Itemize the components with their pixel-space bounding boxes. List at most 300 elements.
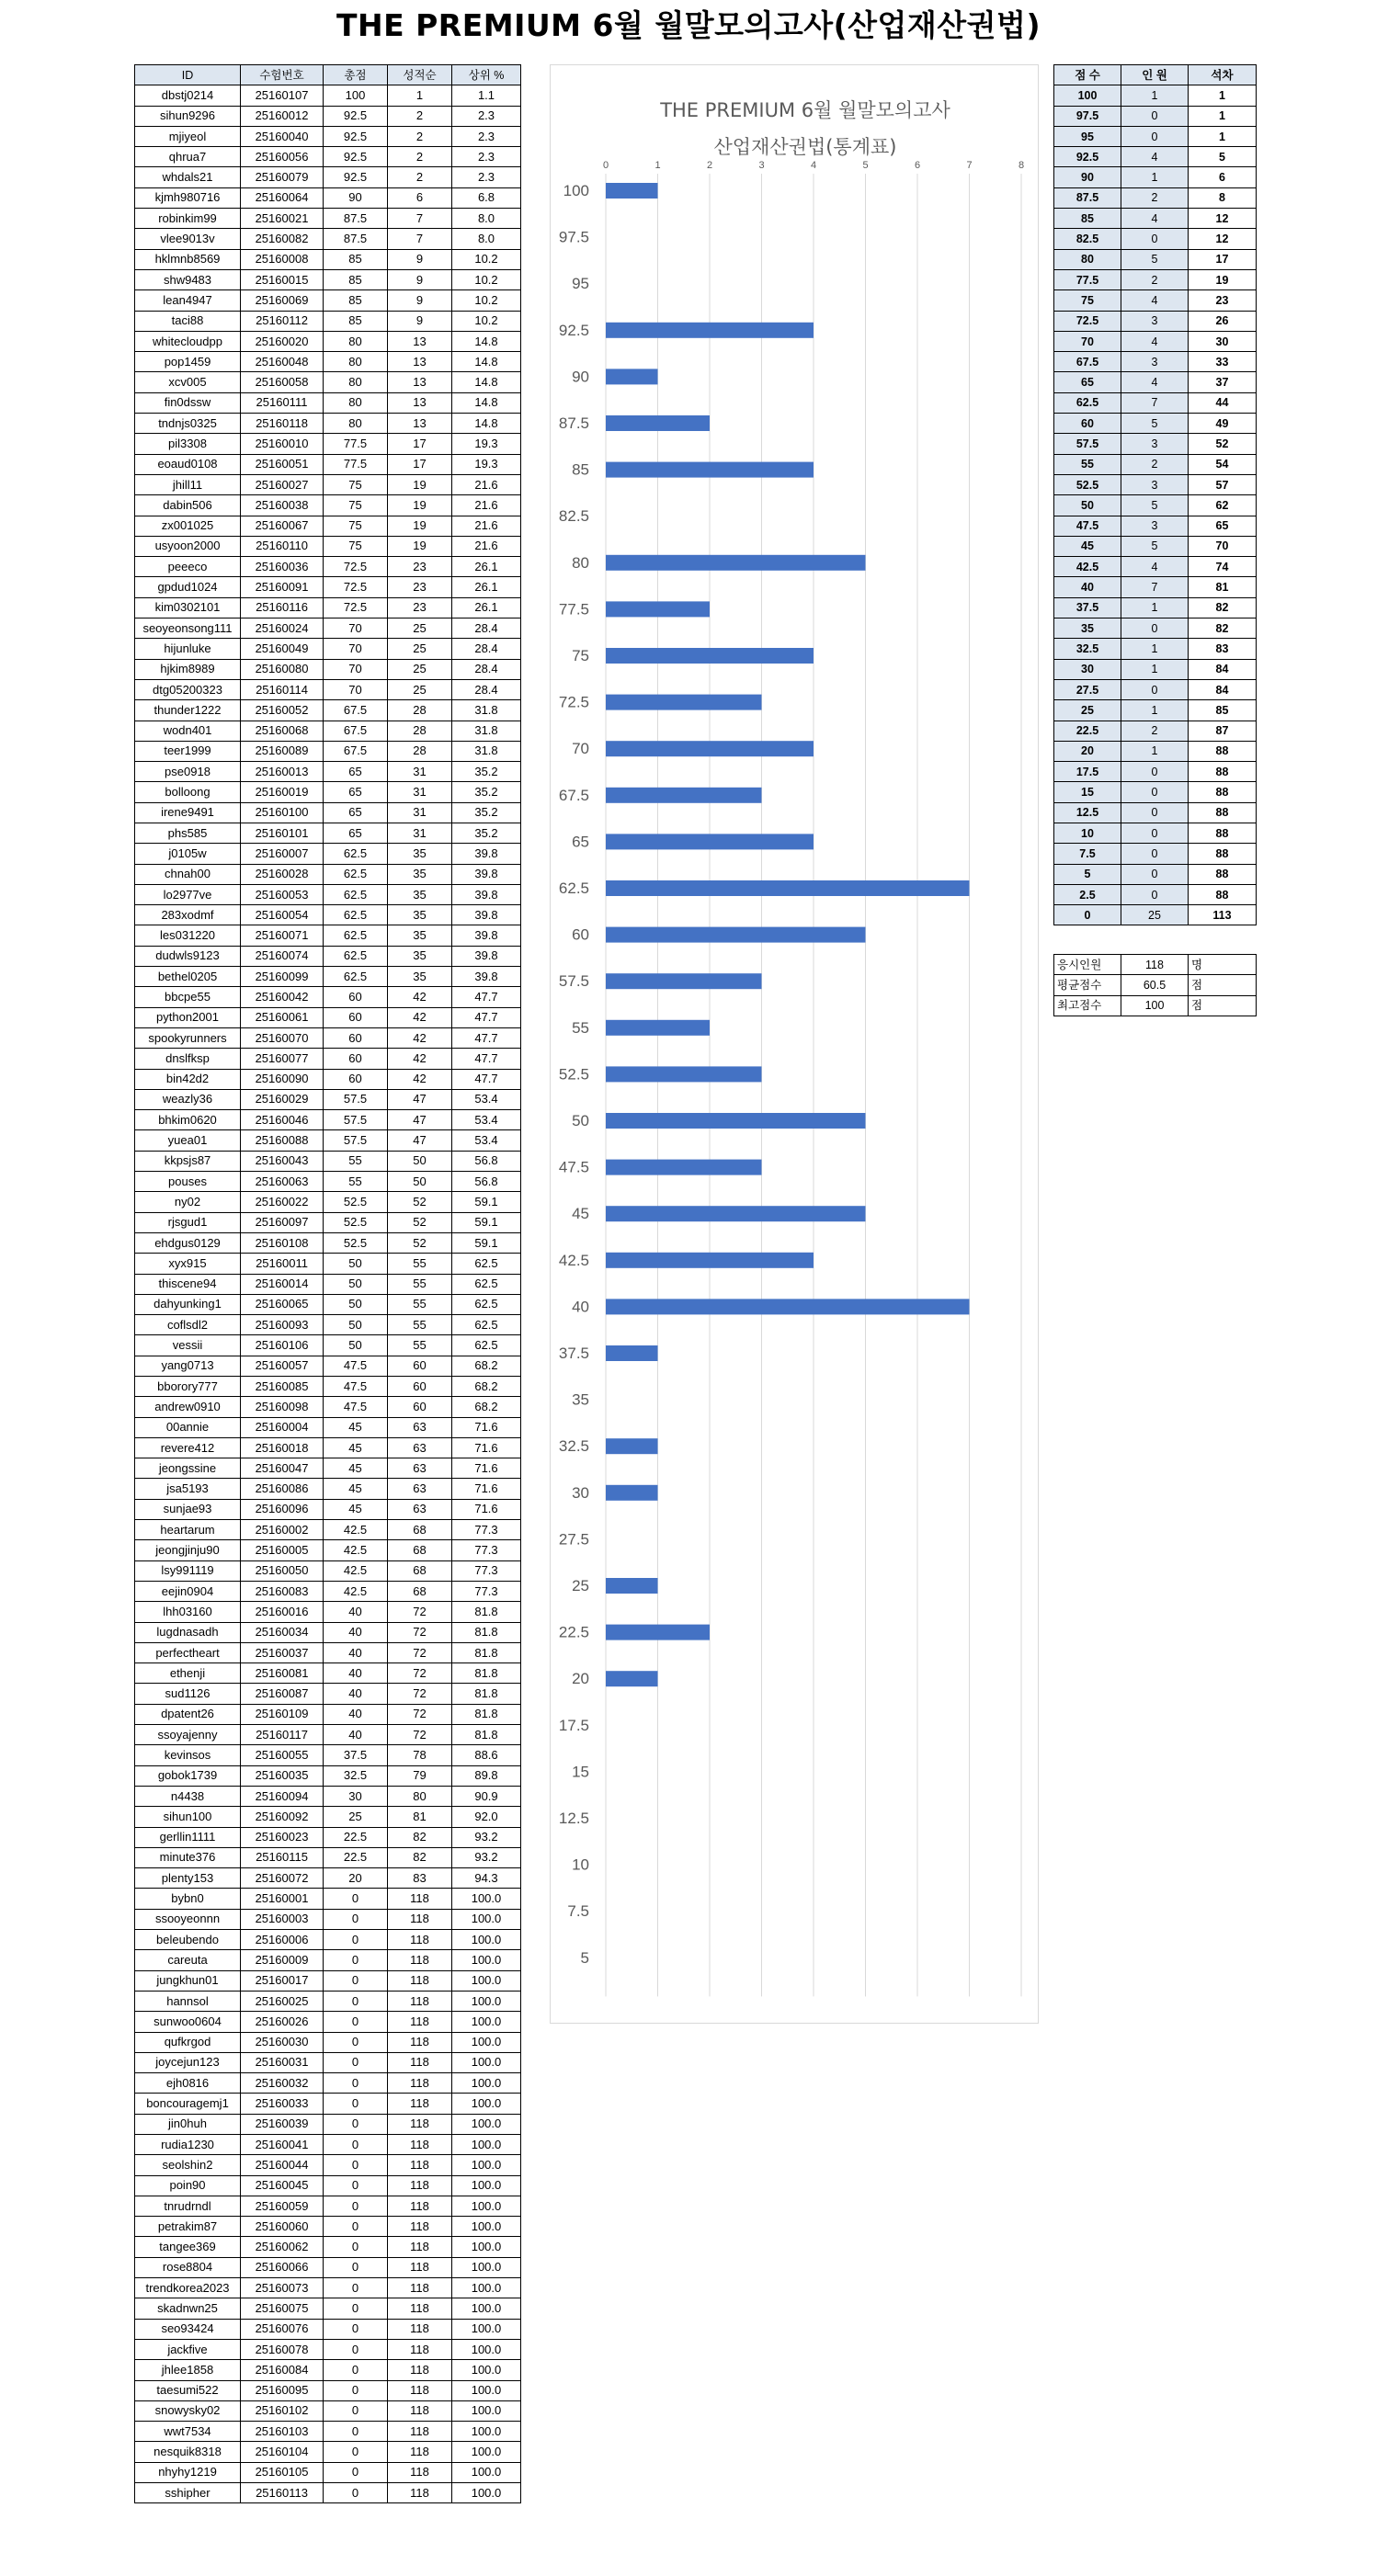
cell-rank: 19 [388,516,452,536]
stats-row [1054,372,1257,392]
chart-gridlines [606,174,1021,1996]
cell-top-percent: 56.8 [452,1172,521,1192]
cell-total-score: 80 [324,372,388,392]
cell-top-percent: 10.2 [452,269,521,289]
table-row [135,454,521,474]
table-row [135,495,521,516]
chart-x-tick-label: 2 [706,160,713,171]
stats-cell-count: 2 [1121,721,1189,741]
cell-total-score: 92.5 [324,167,388,187]
table-row [135,2360,521,2380]
chart-x-tick-label: 3 [758,160,765,171]
stats-row [1054,536,1257,556]
chart-bar [606,601,710,617]
stats-row [1054,495,1257,516]
cell-top-percent: 53.4 [452,1110,521,1130]
table-row [135,290,521,311]
cell-id: jin0huh [135,2114,241,2134]
cell-rank: 82 [388,1827,452,1847]
cell-total-score: 72.5 [324,597,388,618]
cell-total-score: 85 [324,311,388,331]
table-row [135,1581,521,1601]
cell-total-score: 42.5 [324,1520,388,1540]
cell-top-percent: 100.0 [452,2339,521,2359]
cell-id: bethel0205 [135,967,241,987]
cell-total-score: 52.5 [324,1212,388,1232]
table-row [135,85,521,106]
stats-cell-cumulative-rank: 65 [1189,516,1257,536]
chart-y-tick-label: 55 [572,1018,589,1037]
cell-exam-number: 25160048 [241,352,324,372]
table-row [135,2257,521,2277]
cell-exam-number: 25160065 [241,1294,324,1314]
cell-exam-number: 25160070 [241,1027,324,1048]
cell-total-score: 85 [324,290,388,311]
cell-total-score: 60 [324,1069,388,1089]
table-row [135,1540,521,1560]
cell-total-score: 62.5 [324,905,388,925]
stats-cell-cumulative-rank: 5 [1189,147,1257,167]
cell-top-percent: 62.5 [452,1294,521,1314]
cell-rank: 78 [388,1745,452,1765]
table-row [135,2032,521,2052]
cell-top-percent: 56.8 [452,1151,521,1171]
cell-exam-number: 25160020 [241,331,324,351]
stats-row [1054,864,1257,884]
stats-cell-count: 2 [1121,269,1189,289]
cell-rank: 55 [388,1335,452,1356]
stats-cell-score: 35 [1054,618,1121,639]
cell-total-score: 65 [324,802,388,823]
cell-rank: 118 [388,2400,452,2421]
cell-total-score: 60 [324,987,388,1007]
stats-cell-score: 67.5 [1054,352,1121,372]
cell-total-score: 70 [324,618,388,639]
cell-id: boncouragemj1 [135,2094,241,2114]
cell-exam-number: 25160115 [241,1847,324,1867]
cell-top-percent: 21.6 [452,495,521,516]
stats-cell-cumulative-rank: 88 [1189,823,1257,843]
cell-id: xcv005 [135,372,241,392]
cell-top-percent: 2.3 [452,167,521,187]
stats-cell-count: 3 [1121,352,1189,372]
stats-cell-cumulative-rank: 26 [1189,311,1257,331]
cell-total-score: 50 [324,1335,388,1356]
cell-top-percent: 100.0 [452,2237,521,2257]
stats-row [1054,516,1257,536]
cell-total-score: 62.5 [324,946,388,966]
stats-cell-count: 0 [1121,844,1189,864]
cell-top-percent: 81.8 [452,1663,521,1684]
stats-cell-cumulative-rank: 12 [1189,209,1257,229]
cell-id: sunjae93 [135,1499,241,1519]
stats-cell-cumulative-rank: 88 [1189,782,1257,802]
table-row [135,1950,521,1970]
stats-row [1054,434,1257,454]
cell-top-percent: 35.2 [452,802,521,823]
stats-cell-count: 5 [1121,536,1189,556]
stats-cell-cumulative-rank: 81 [1189,577,1257,597]
table-row [135,167,521,187]
stats-cell-count: 1 [1121,741,1189,761]
stats-cell-score: 15 [1054,782,1121,802]
cell-id: lhh03160 [135,1602,241,1622]
cell-rank: 72 [388,1704,452,1724]
table-row [135,2319,521,2339]
cell-rank: 118 [388,2483,452,2503]
chart-y-tick-label: 12.5 [558,1810,589,1827]
table-row [135,1622,521,1642]
stats-row [1054,700,1257,721]
stats-row [1054,352,1257,372]
cell-top-percent: 100.0 [452,2073,521,2094]
stats-cell-cumulative-rank: 62 [1189,495,1257,516]
cell-id: bolloong [135,782,241,802]
cell-exam-number: 25160008 [241,249,324,269]
cell-total-score: 80 [324,392,388,413]
cell-total-score: 40 [324,1602,388,1622]
table-row [135,1663,521,1684]
stats-cell-cumulative-rank: 44 [1189,392,1257,413]
table-row [135,618,521,639]
stats-cell-score: 62.5 [1054,392,1121,413]
table-row [135,2094,521,2114]
cell-rank: 118 [388,2257,452,2277]
cell-top-percent: 100.0 [452,1889,521,1909]
stats-cell-count: 7 [1121,392,1189,413]
table-row [135,741,521,761]
cell-rank: 118 [388,2012,452,2032]
cell-exam-number: 25160089 [241,741,324,761]
cell-rank: 118 [388,2175,452,2196]
stats-cell-count: 4 [1121,290,1189,311]
table-row [135,577,521,597]
cell-id: pil3308 [135,434,241,454]
cell-rank: 118 [388,2319,452,2339]
table-row [135,844,521,864]
cell-top-percent: 81.8 [452,1602,521,1622]
table-row [135,392,521,413]
cell-exam-number: 25160011 [241,1254,324,1274]
table-row [135,1745,521,1765]
cell-top-percent: 47.7 [452,1049,521,1069]
cell-exam-number: 25160053 [241,884,324,904]
cell-exam-number: 25160080 [241,659,324,679]
cell-exam-number: 25160003 [241,1909,324,1929]
cell-rank: 23 [388,577,452,597]
chart-x-tick-label: 6 [914,160,921,171]
table-row [135,1130,521,1151]
cell-exam-number: 25160116 [241,597,324,618]
cell-top-percent: 47.7 [452,1007,521,1027]
cell-exam-number: 25160052 [241,700,324,721]
cell-rank: 13 [388,331,452,351]
cell-id: sshipher [135,2483,241,2503]
stats-row [1054,618,1257,639]
stats-cell-cumulative-rank: 85 [1189,700,1257,721]
cell-rank: 60 [388,1397,452,1417]
cell-exam-number: 25160094 [241,1786,324,1806]
cell-id: weazly36 [135,1089,241,1109]
cell-total-score: 50 [324,1274,388,1294]
score-stats-table [1053,64,1257,925]
table-row [135,2052,521,2072]
chart-bar [606,1671,658,1686]
stats-row [1054,557,1257,577]
chart-y-tick-label: 42.5 [558,1251,589,1269]
cell-total-score: 75 [324,536,388,556]
stats-cell-cumulative-rank: 88 [1189,864,1257,884]
stats-cell-score: 2.5 [1054,884,1121,904]
table-row [135,1499,521,1519]
cell-total-score: 85 [324,269,388,289]
cell-top-percent: 28.4 [452,659,521,679]
cell-total-score: 40 [324,1663,388,1684]
cell-top-percent: 100.0 [452,1909,521,1929]
stats-row [1054,106,1257,126]
cell-exam-number: 25160114 [241,679,324,699]
chart-y-tick-label: 62.5 [558,879,589,897]
cell-rank: 35 [388,884,452,904]
cell-total-score: 42.5 [324,1560,388,1581]
cell-exam-number: 25160074 [241,946,324,966]
stats-row [1054,209,1257,229]
table-row [135,1089,521,1109]
cell-id: chnah00 [135,864,241,884]
cell-rank: 35 [388,967,452,987]
table-row [135,414,521,434]
cell-id: pop1459 [135,352,241,372]
summary-label: 응시인원 [1054,955,1121,975]
header-score: 점 수 [1054,65,1121,85]
chart-y-tick-label: 65 [572,833,589,851]
header-cumulative-rank: 석차 [1189,65,1257,85]
stats-row [1054,249,1257,269]
cell-id: eoaud0108 [135,454,241,474]
cell-rank: 35 [388,864,452,884]
stats-cell-count: 0 [1121,229,1189,249]
chart-canvas [551,65,1038,2023]
table-row [135,106,521,126]
stats-cell-count: 1 [1121,597,1189,618]
header-exam-number: 수험번호 [241,65,324,85]
cell-top-percent: 100.0 [452,2298,521,2319]
cell-top-percent: 39.8 [452,864,521,884]
stats-cell-score: 20 [1054,741,1121,761]
cell-top-percent: 100.0 [452,2114,521,2134]
cell-total-score: 92.5 [324,106,388,126]
chart-bar [606,1066,762,1082]
cell-rank: 35 [388,844,452,864]
cell-total-score: 47.5 [324,1397,388,1417]
cell-id: plenty153 [135,1868,241,1889]
cell-id: ehdgus0129 [135,1232,241,1253]
table-row [135,187,521,208]
table-row [135,1725,521,1745]
cell-total-score: 62.5 [324,844,388,864]
cell-rank: 19 [388,495,452,516]
table-row [135,2073,521,2094]
cell-exam-number: 25160109 [241,1704,324,1724]
stats-cell-cumulative-rank: 57 [1189,474,1257,494]
cell-rank: 118 [388,2094,452,2114]
chart-bar [606,555,866,571]
header-count: 인 원 [1121,65,1189,85]
cell-top-percent: 100.0 [452,2012,521,2032]
cell-total-score: 45 [324,1437,388,1458]
stats-cell-score: 0 [1054,905,1121,925]
table-row [135,1991,521,2011]
cell-exam-number: 25160117 [241,1725,324,1745]
stats-cell-cumulative-rank: 82 [1189,597,1257,618]
chart-y-tick-label: 70 [572,740,589,758]
cell-id: hjkim8989 [135,659,241,679]
cell-total-score: 80 [324,414,388,434]
cell-top-percent: 28.4 [452,679,521,699]
stats-cell-count: 3 [1121,434,1189,454]
cell-total-score: 45 [324,1479,388,1499]
table-row [135,269,521,289]
cell-top-percent: 39.8 [452,884,521,904]
stats-row [1054,905,1257,925]
cell-total-score: 0 [324,1991,388,2011]
cell-exam-number: 25160061 [241,1007,324,1027]
chart-y-tick-label: 30 [572,1483,589,1502]
cell-exam-number: 25160112 [241,311,324,331]
cell-id: careuta [135,1950,241,1970]
cell-id: zx001025 [135,516,241,536]
cell-rank: 63 [388,1458,452,1479]
table-row [135,925,521,946]
cell-id: whdals21 [135,167,241,187]
stats-cell-count: 1 [1121,659,1189,679]
cell-id: skadnwn25 [135,2298,241,2319]
cell-total-score: 37.5 [324,1745,388,1765]
stats-cell-count: 1 [1121,85,1189,106]
table-row [135,597,521,618]
chart-y-tick-label: 27.5 [558,1530,589,1549]
table-row [135,352,521,372]
cell-top-percent: 8.0 [452,229,521,249]
cell-id: 00annie [135,1417,241,1437]
cell-exam-number: 25160017 [241,1970,324,1991]
table-row [135,1520,521,1540]
table-row [135,1560,521,1581]
cell-top-percent: 31.8 [452,700,521,721]
table-row [135,2237,521,2257]
chart-bar [606,834,814,849]
stats-cell-cumulative-rank: 19 [1189,269,1257,289]
cell-top-percent: 77.3 [452,1581,521,1601]
chart-x-tick-label: 0 [602,160,609,171]
table-row [135,2278,521,2298]
cell-id: taesumi522 [135,2380,241,2400]
cell-top-percent: 100.0 [452,2217,521,2237]
cell-rank: 68 [388,1520,452,1540]
cell-exam-number: 25160022 [241,1192,324,1212]
stats-row [1054,762,1257,782]
cell-rank: 13 [388,372,452,392]
cell-exam-number: 25160077 [241,1049,324,1069]
table-row [135,1110,521,1130]
table-row [135,1437,521,1458]
chart-y-tick-label: 45 [572,1205,589,1223]
cell-top-percent: 39.8 [452,946,521,966]
table-row [135,1765,521,1786]
cell-top-percent: 100.0 [452,2196,521,2216]
cell-exam-number: 25160092 [241,1807,324,1827]
cell-exam-number: 25160021 [241,209,324,229]
cell-exam-number: 25160113 [241,2483,324,2503]
header-rank: 성적순 [388,65,452,85]
cell-id: dbstj0214 [135,85,241,106]
cell-id: bborory777 [135,1377,241,1397]
cell-id: kim0302101 [135,597,241,618]
cell-exam-number: 25160062 [241,2237,324,2257]
stats-cell-cumulative-rank: 84 [1189,659,1257,679]
cell-exam-number: 25160064 [241,187,324,208]
cell-total-score: 0 [324,2278,388,2298]
cell-rank: 9 [388,249,452,269]
cell-rank: 118 [388,2237,452,2257]
cell-exam-number: 25160104 [241,2442,324,2462]
cell-top-percent: 100.0 [452,2175,521,2196]
cell-exam-number: 25160030 [241,2032,324,2052]
chart-bar [606,927,866,943]
table-row [135,1027,521,1048]
cell-rank: 118 [388,2217,452,2237]
cell-total-score: 0 [324,2134,388,2154]
cell-exam-number: 25160063 [241,1172,324,1192]
chart-bars [606,183,970,1686]
cell-total-score: 20 [324,1868,388,1889]
summary-row [1054,955,1257,975]
cell-exam-number: 25160040 [241,126,324,146]
cell-rank: 42 [388,1069,452,1089]
table-row [135,516,521,536]
cell-exam-number: 25160055 [241,1745,324,1765]
cell-id: teer1999 [135,741,241,761]
cell-total-score: 75 [324,495,388,516]
stats-cell-cumulative-rank: 70 [1189,536,1257,556]
stats-cell-count: 2 [1121,454,1189,474]
cell-exam-number: 25160075 [241,2298,324,2319]
cell-rank: 63 [388,1417,452,1437]
cell-rank: 9 [388,311,452,331]
chart-y-ticks [559,182,589,1967]
cell-id: sunwoo0604 [135,2012,241,2032]
chart-y-tick-label: 5 [580,1948,589,1967]
cell-exam-number: 25160025 [241,1991,324,2011]
summary-value: 60.5 [1121,975,1189,995]
cell-total-score: 55 [324,1172,388,1192]
cell-rank: 7 [388,209,452,229]
table-row [135,2442,521,2462]
cell-total-score: 62.5 [324,884,388,904]
cell-total-score: 40 [324,1704,388,1724]
cell-rank: 118 [388,2032,452,2052]
table-row [135,1602,521,1622]
cell-rank: 118 [388,2073,452,2094]
cell-id: wwt7534 [135,2422,241,2442]
cell-exam-number: 25160035 [241,1765,324,1786]
cell-top-percent: 62.5 [452,1335,521,1356]
cell-rank: 82 [388,1847,452,1867]
cell-top-percent: 81.8 [452,1622,521,1642]
cell-id: jeongjinju90 [135,1540,241,1560]
table-row [135,474,521,494]
cell-rank: 72 [388,1622,452,1642]
